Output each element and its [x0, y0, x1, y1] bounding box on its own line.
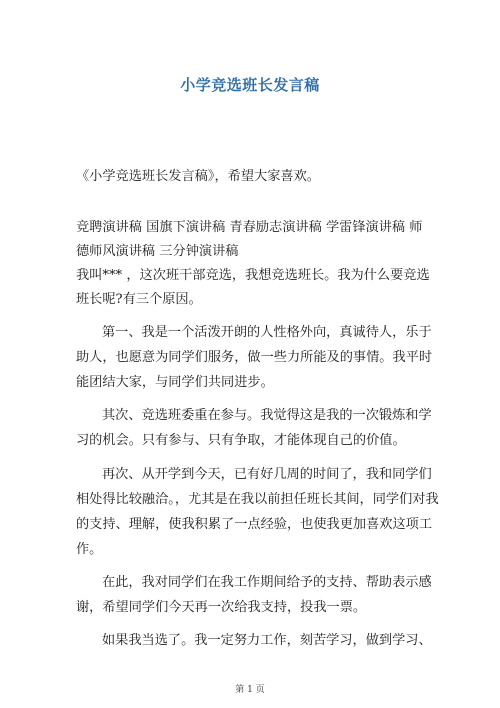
document-title: 小学竞选班长发言稿 [180, 76, 320, 94]
paragraph-line: 作。 [76, 542, 103, 557]
paragraph-line: 其次、竞选班委重在参与。我觉得这是我的一次锻炼和学 [102, 408, 432, 423]
paragraph-line: 相处得比较融洽。，尤其是在我以前担任班长其间，同学们对我 [76, 492, 439, 507]
related-links-line: 竞聘演讲稿 国旗下演讲稿 青春励志演讲稿 学雷锋演讲稿 师 [76, 220, 423, 235]
paragraph-line: 在此，我对同学们在我工作期间给予的支持、帮助表示感 [102, 575, 432, 590]
paragraph-line: 的支持、理解，使我积累了一点经验，也使我更加喜欢这项工 [76, 517, 433, 532]
paragraph-line: 能团结大家，与同学们共同进步。 [76, 375, 274, 390]
page-number: 第 1 页 [235, 685, 265, 695]
paragraph-line: 班长呢?有三个原因。 [76, 292, 202, 307]
paragraph-line: 再次、从开学到今天，已有好几周的时间了，我和同学们 [102, 467, 432, 482]
paragraph-line: 我叫*** ，这次班干部竞选，我想竞选班长。我为什么要竞选 [76, 268, 430, 283]
paragraph-line: 谢，希望同学们今天再一次给我支持，投我一票。 [76, 600, 367, 615]
paragraph-line: 第一、我是一个活泼开朗的人性格外向，真诚待人，乐于 [102, 325, 432, 340]
intro-line: 《小学竞选班长发言稿》，希望大家喜欢。 [76, 169, 320, 184]
paragraph-line: 如果我当选了。我一定努力工作，刻苦学习，做到学习、 [102, 633, 432, 648]
paragraph-line: 助人，也愿意为同学们服务，做一些力所能及的事情。我平时 [76, 350, 433, 365]
paragraph-line: 习的机会。只有参与、只有争取，才能体现自己的价值。 [76, 433, 406, 448]
related-links-line: 德师风演讲稿 三分钟演讲稿 [76, 244, 239, 259]
